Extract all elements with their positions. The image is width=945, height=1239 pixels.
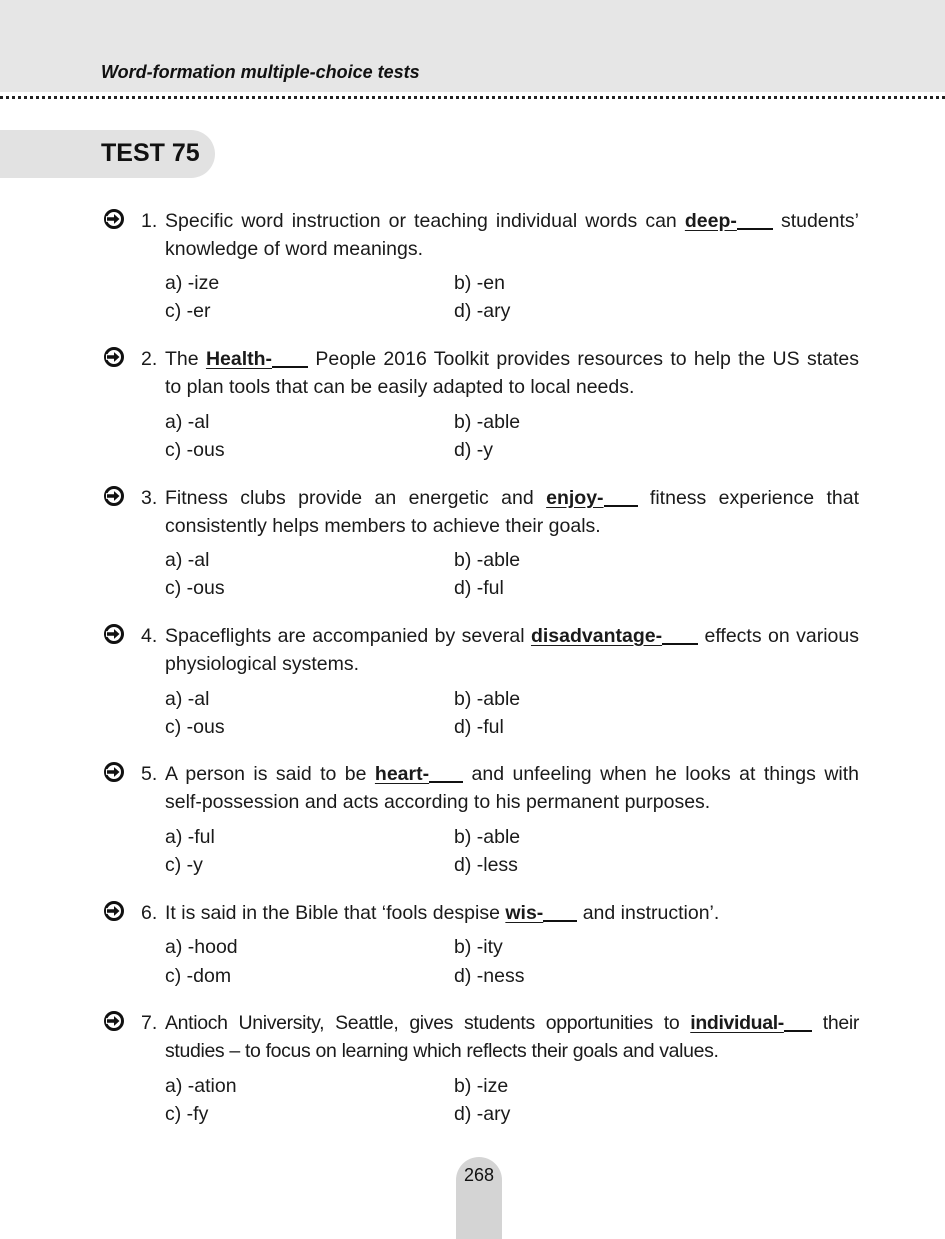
word-stem: individual- <box>690 1012 784 1034</box>
question-text-after: and instruction’. <box>577 902 720 924</box>
question-text-after: students’ knowledge of word meanings. <box>165 210 859 260</box>
option-c[interactable]: c) -fy <box>165 1103 209 1125</box>
question-text-after: their studies – to focus on learning which reflects their goals and values. <box>165 1012 859 1062</box>
option-b[interactable]: b) -able <box>454 688 521 710</box>
option-b[interactable]: b) -able <box>454 411 521 433</box>
question-text-after: and unfeeling when he looks at things with self-possession and acts according to his permanent purposes. <box>165 763 859 813</box>
option-c[interactable]: c) -y <box>165 854 203 876</box>
option-b[interactable]: b) -en <box>454 272 505 294</box>
answer-blank[interactable] <box>429 763 463 783</box>
option-d[interactable]: d) -y <box>454 439 493 461</box>
arrow-bullet-icon <box>103 761 125 783</box>
question-number: 3. <box>141 487 158 509</box>
question-text-after: fitness experience that consistently helps members to achieve their goals. <box>165 487 859 537</box>
question-text <box>165 899 859 927</box>
dotted-divider <box>0 96 945 99</box>
option-a[interactable]: a) -al <box>165 411 210 433</box>
answer-blank[interactable] <box>784 1012 812 1032</box>
question-text-before: The <box>165 348 206 370</box>
question-text-before: Antioch University, Seattle, gives students opportunities to <box>165 1012 691 1034</box>
option-a[interactable]: a) -al <box>165 688 210 710</box>
word-stem: deep- <box>684 210 737 232</box>
option-d[interactable]: d) -ful <box>454 716 504 738</box>
question-text-before: Specific word instruction or teaching individual words can <box>165 210 685 232</box>
answer-blank[interactable] <box>604 487 638 507</box>
word-stem: wis- <box>505 902 544 924</box>
question-text-before: A person is said to be <box>165 763 375 785</box>
question-number: 2. <box>141 348 158 370</box>
option-b[interactable]: b) -ity <box>454 936 503 958</box>
question-number: 5. <box>141 763 158 785</box>
option-d[interactable]: d) -ary <box>454 1103 511 1125</box>
arrow-bullet-icon <box>103 485 125 507</box>
question-text <box>165 622 859 678</box>
question-number: 4. <box>141 625 158 647</box>
option-a[interactable]: a) -ize <box>165 272 220 294</box>
question-number: 7. <box>141 1012 158 1034</box>
option-c[interactable]: c) -ous <box>165 439 225 461</box>
option-c[interactable]: c) -ous <box>165 577 225 599</box>
question-text <box>165 345 859 401</box>
test-title: TEST 75 <box>101 139 200 167</box>
answer-blank[interactable] <box>737 210 773 230</box>
running-header-title: Word-formation multiple-choice tests <box>101 62 420 82</box>
arrow-bullet-icon <box>103 208 125 230</box>
arrow-bullet-icon <box>103 1010 125 1032</box>
option-a[interactable]: a) -ation <box>165 1075 237 1097</box>
option-d[interactable]: d) -ary <box>454 300 511 322</box>
word-stem: disadvantage- <box>530 625 663 647</box>
option-a[interactable]: a) -ful <box>165 826 215 848</box>
option-c[interactable]: c) -er <box>165 300 211 322</box>
question-text <box>165 207 859 263</box>
answer-blank[interactable] <box>662 625 698 645</box>
option-c[interactable]: c) -ous <box>165 716 225 738</box>
question-number: 6. <box>141 902 158 924</box>
option-b[interactable]: b) -able <box>454 549 521 571</box>
word-stem: Health- <box>205 348 273 370</box>
option-d[interactable]: d) -ful <box>454 577 504 599</box>
page-number: 268 <box>463 1165 495 1185</box>
arrow-bullet-icon <box>103 623 125 645</box>
question-text <box>165 1009 859 1065</box>
answer-blank[interactable] <box>272 348 308 368</box>
arrow-bullet-icon <box>103 346 125 368</box>
option-a[interactable]: a) -hood <box>165 936 238 958</box>
question-text-before: Spaceflights are accompanied by several <box>165 625 531 647</box>
question-number: 1. <box>141 210 158 232</box>
question-text <box>165 484 859 540</box>
option-b[interactable]: b) -able <box>454 826 521 848</box>
option-d[interactable]: d) -ness <box>454 965 525 987</box>
question-text-before: Fitness clubs provide an energetic and <box>165 487 547 509</box>
arrow-bullet-icon <box>103 900 125 922</box>
option-d[interactable]: d) -less <box>454 854 518 876</box>
option-c[interactable]: c) -dom <box>165 965 232 987</box>
option-b[interactable]: b) -ize <box>454 1075 509 1097</box>
word-stem: enjoy- <box>546 487 604 509</box>
answer-blank[interactable] <box>543 902 577 922</box>
option-a[interactable]: a) -al <box>165 549 210 571</box>
word-stem: heart- <box>374 763 430 785</box>
question-text-before: It is said in the Bible that ‘fools despise <box>165 902 506 924</box>
question-text-after: People 2016 Toolkit provides resources to help the US states to plan tools that can be easily adapted to local needs. <box>165 348 859 398</box>
question-text-after: effects on various physiological systems. <box>165 625 859 675</box>
question-text <box>165 760 859 816</box>
